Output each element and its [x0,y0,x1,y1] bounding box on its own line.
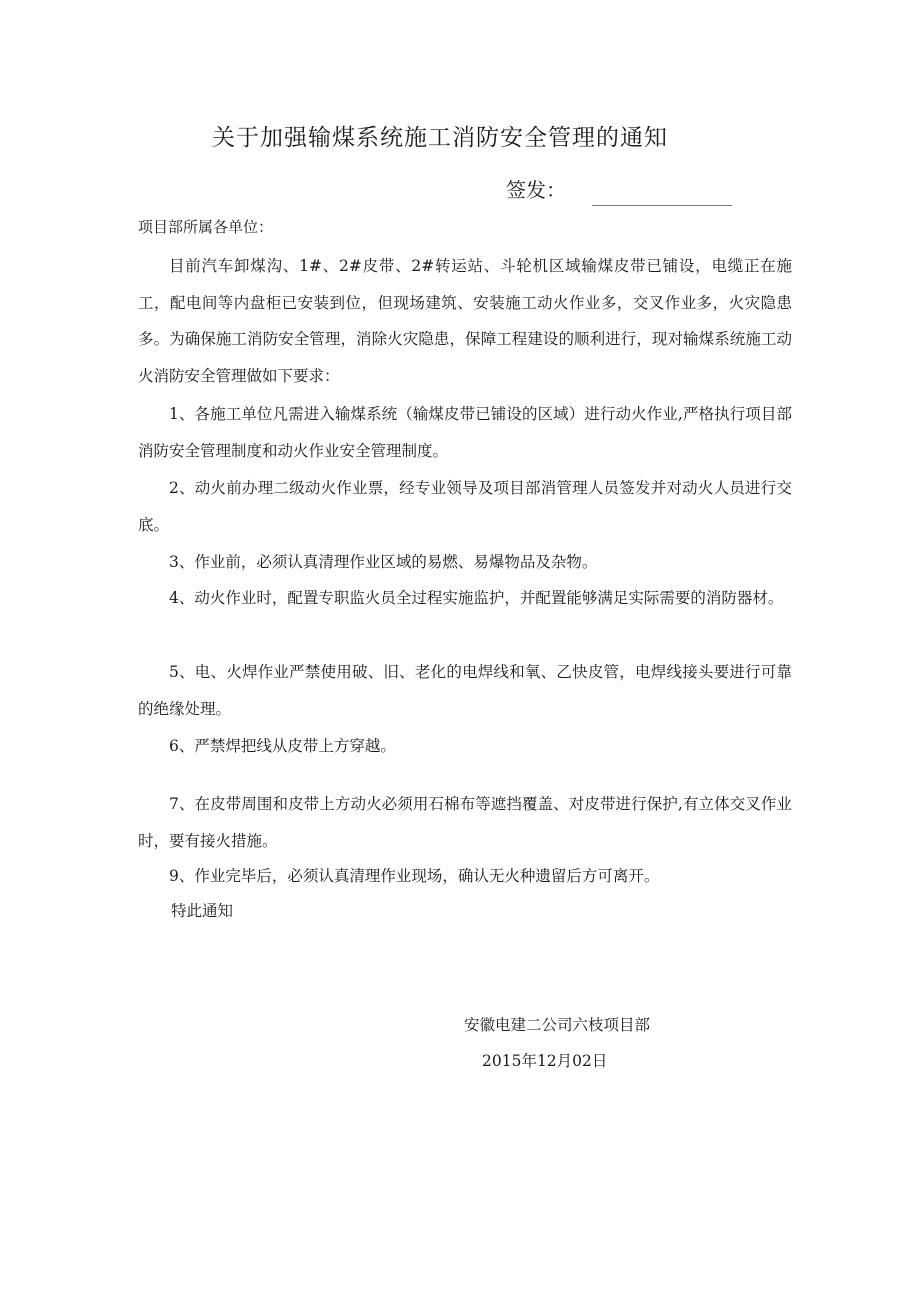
requirement-item-2: 2、动火前办理二级动火作业票，经专业领导及项目部消管理人员签发并对动火人员进行交底。 [138,479,792,534]
issue-date: 2015年12月02日 [482,1052,608,1070]
sign-off-label: 签发： [506,178,566,202]
requirement-item-7: 7、在皮带周围和皮带上方动火必须用石棉布等遮挡覆盖、对皮带进行保护,有立体交叉作业时，要有接火措施。 [138,795,792,850]
requirement-item-6: 6、严禁焊把线从皮带上方穿越。 [169,737,396,755]
closing-line: 特此通知 [171,902,234,920]
issuing-organization: 安徽电建二公司六枝项目部 [464,1016,651,1034]
requirement-item-1: 1、各施工单位凡需进入输煤系统（输煤皮带已铺设的区域）进行动火作业,严格执行项目部消防安全管理制度和动火作业安全管理制度。 [138,405,792,460]
requirement-item-5: 5、电、火焊作业严禁使用破、旧、老化的电焊线和氧、乙快皮管，电焊线接头要进行可靠的绝缘处理。 [138,663,792,718]
intro-paragraph: 目前汽车卸煤沟、1#、2#皮带、2#转运站、斗轮机区域输煤皮带已铺设，电缆正在施工，配电间等内盘柜已安装到位，但现场建筑、安装施工动火作业多，交叉作业多，火灾隐患多。为确保施工消防安全管理，消除火灾隐患，保障工程建设的顺利进行，现对输煤系统施工动火消防安全管理做如下要求： [138,257,792,385]
requirement-item-3: 3、作业前，必须认真清理作业区域的易燃、易爆物品及杂物。 [169,553,598,571]
signature-blank-line [592,183,732,206]
document-title: 关于加强输煤系统施工消防安全管理的通知 [212,125,668,151]
sign-off-row [506,174,732,206]
requirement-item-9: 9、作业完毕后，必须认真清理作业现场，确认无火种遗留后方可离开。 [169,867,660,885]
salutation: 项目部所属各单位： [138,218,274,236]
requirement-item-4: 4、动火作业时，配置专职监火员全过程实施监护，并配置能够满足实际需要的消防器材。 [169,589,784,607]
